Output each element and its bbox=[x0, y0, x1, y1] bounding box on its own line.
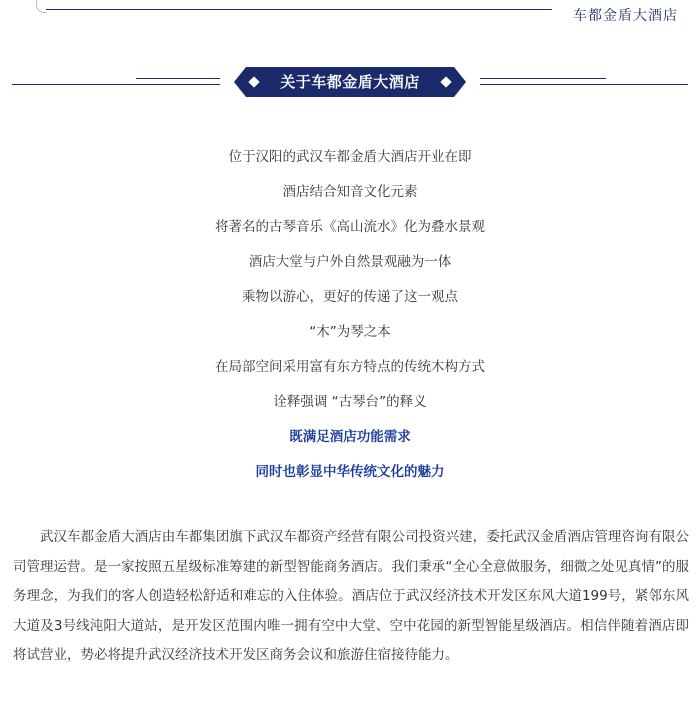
brand-name: 车都金盾大酒店 bbox=[573, 8, 678, 24]
left-divider-long bbox=[12, 84, 220, 85]
poem-line: 酒店大堂与户外自然景观融为一体 bbox=[248, 254, 452, 270]
top-corner-ornament bbox=[36, 0, 47, 13]
section-title: 关于车都金盾大酒店 bbox=[280, 73, 420, 91]
poem-line: 酒店结合知音文化元素 bbox=[282, 184, 418, 200]
hotel-description: 武汉车都金盾大酒店由车都集团旗下武汉车都资产经营有限公司投资兴建，委托武汉金盾酒店管理咨询有限公司管理运营。是一家按照五星级标准筹建的新型智能商务酒店。我们秉承“全心全意做服务，细微之处见真情”的服务理念，为我们的客人创造轻松舒适和难忘的入住体验。酒店位于武汉经济技术开发区东风大道199号，紧邻东风大道及3号线沌阳大道站，是开发区范围内唯一拥有空中大堂、空中花园的新型智能星级酒店。相信伴随着酒店即将试营业，势必将提升武汉经济技术开发区商务会议和旅游住宿接待能力。 bbox=[13, 529, 689, 663]
right-divider-long bbox=[480, 84, 688, 85]
poem-line: “木”为琴之本 bbox=[309, 324, 391, 340]
right-divider-short bbox=[480, 78, 606, 79]
section-title-badge bbox=[234, 67, 466, 97]
left-divider-short bbox=[136, 78, 220, 79]
highlight-line: 既满足酒店功能需求 bbox=[289, 429, 411, 445]
poem-line: 乘物以游心，更好的传递了这一观点 bbox=[242, 289, 458, 305]
poem-line: 将著名的古琴音乐《高山流水》化为叠水景观 bbox=[215, 219, 485, 235]
highlight-line: 同时也彰显中华传统文化的魅力 bbox=[255, 464, 445, 480]
poem-line: 在局部空间采用富有东方特点的传统木构方式 bbox=[215, 359, 485, 375]
poem-line: 诠释强调 “古琴台”的释义 bbox=[273, 394, 427, 410]
top-divider bbox=[46, 9, 552, 10]
poem-line: 位于汉阳的武汉车都金盾大酒店开业在即 bbox=[228, 149, 472, 165]
